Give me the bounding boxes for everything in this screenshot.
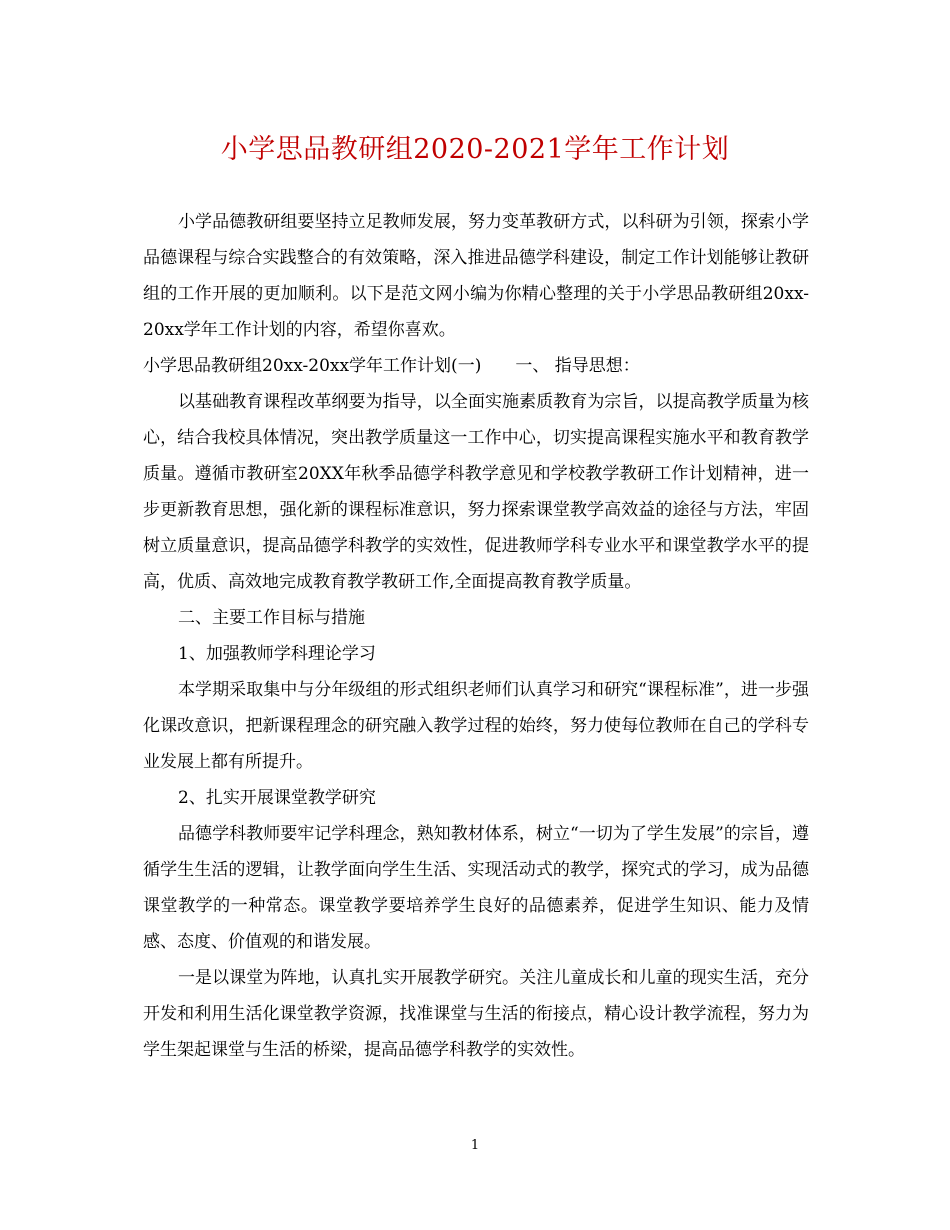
paragraph-item-1-body: 本学期采取集中与分年级组的形式组织老师们认真学习和研究“课程标准”，进一步强化课改意识，把新课程理念的研究融入教学过程的始终，努力使每位教师在自己的学科专业发展上都有所提升。 [143,680,809,772]
document-body [143,204,809,1068]
paragraph-item-2-heading: 2、扎实开展课堂教学研究 [178,788,376,808]
paragraph-intro: 小学品德教研组要坚持立足教师发展，努力变革教研方式，以科研为引领，探索小学品德课程与综合实践整合的有效策略，深入推进品德学科建设，制定工作计划能够让教研组的工作开展的更加顺利。以下是范文网小编为你精心整理的关于小学思品教研组20xx-20xx学年工作计划的内容，希望你喜欢。 [143,212,809,340]
paragraph-item-1-heading: 1、加强教师学科理论学习 [178,644,376,664]
paragraph-section-heading: 二、主要工作目标与措施 [178,608,365,628]
document-title: 小学思品教研组2020-2021学年工作计划 [220,134,730,165]
paragraph-item-2-body: 品德学科教师要牢记学科理念，熟知教材体系，树立“一切为了学生发展”的宗旨，遵循学生生活的逻辑，让教学面向学生生活、实现活动式的教学，探究式的学习，成为品德课堂教学的一种常态。课堂教学要培养学生良好的品德素养，促进学生知识、能力及情感、态度、价值观的和谐发展。 [143,824,809,952]
paragraph-item-2-point-1: 一是以课堂为阵地，认真扎实开展教学研究。关注儿童成长和儿童的现实生活，充分开发和利用生活化课堂教学资源，找准课堂与生活的衔接点，精心设计教学流程，努力为学生架起课堂与生活的桥梁，提高品德学科教学的实效性。 [143,968,809,1060]
paragraph-plan-heading: 小学思品教研组20xx-20xx学年工作计划(一) 一、 指导思想： [143,356,640,376]
page-number: 1 [470,1138,480,1153]
paragraph-guiding-thought: 以基础教育课程改革纲要为指导，以全面实施素质教育为宗旨，以提高教学质量为核心，结合我校具体情况，突出教学质量这一工作中心，切实提高课程实施水平和教育教学质量。遵循市教研室20XX年秋季品德学科教学意见和学校教学教研工作计划精神，进一步更新教育思想，强化新的课程标准意识，努力探索课堂教学高效益的途径与方法，牢固树立质量意识，提高品德学科教学的实效性，促进教师学科专业水平和课堂教学水平的提高，优质、高效地完成教育教学教研工作,全面提高教育教学质量。 [143,392,809,592]
